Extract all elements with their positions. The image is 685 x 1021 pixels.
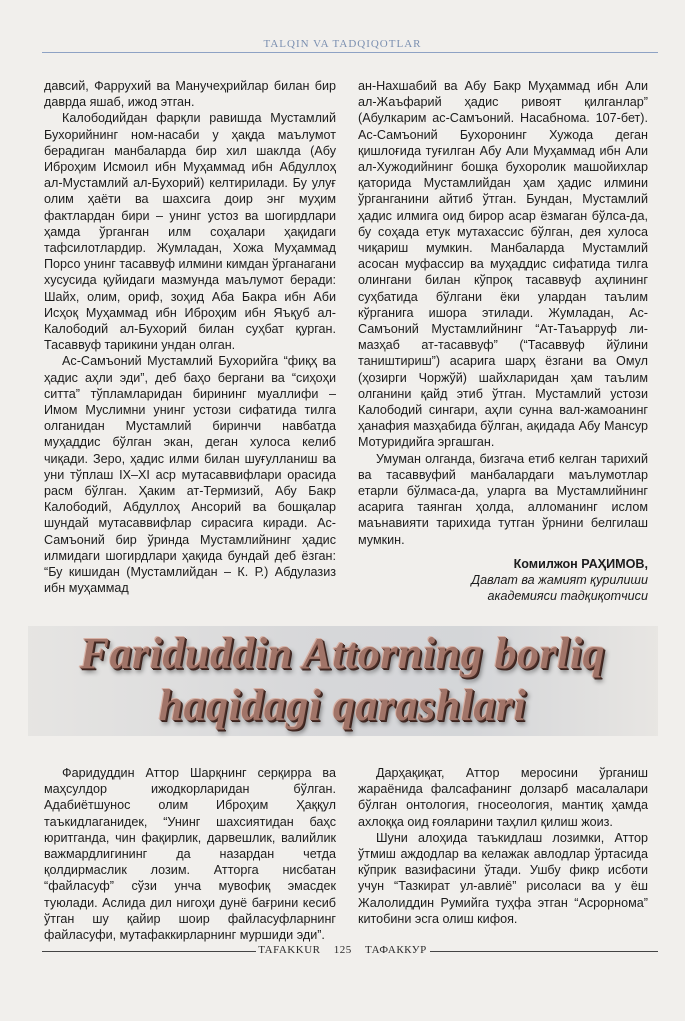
page-number: 125: [333, 944, 352, 956]
article-column-bottom-right: [358, 765, 648, 927]
author-affiliation-line: академияси тадқиқотчиси: [487, 589, 648, 604]
author-name: Комилжон РАҲИМОВ,: [513, 556, 648, 571]
paragraph: ан-Нахшабий ва Абу Бакр Муҳаммад ибн Али ал-Жаъфарий ҳадис ривоят қилганлар” (Абулкарим ас-Самъоний. Насабнома. 107-бет). Ас-Самъоний Бухоронинг Хужода деган қишлоғида туғилган Абу Али Муҳаммад ибн Али ал-Хужодийнинг бошқа бухоролик машойихлар қаторида Мустамлийдан ҳам ҳадис илмини ўрганганини айтиб ўтган. Бундан, Мустамлий ҳадис илмига оид бирор асар ёзмаган бўлса-да, бу соҳада етук мутахассис бўлган, дея хулоса чиқариш мумкин. Манбаларда Мустамлий асосан муфассир ва муҳаддис сифатида тилга олингани билан кўпроқ тасаввуф аҳлининг суҳбатида бўлгани ёки улардан таълим кўрганига ишора этилади. Жумладан, Ас-Самъоний Мустамлийнинг “Ат-Таъарруф ли-мазҳаб ат-тасаввуф” (“Тасаввуф йўлини таништириш”) асарига шарҳ ёзгани ва Омул (ҳозирги Чоржўй) шайхларидан ҳам таълим олганини қайд этиб ўтган. Мустамлий устози Калободий сингари, аҳли сунна вал-жамоанинг ҳанафия мазҳабида бўлган, ақидада Абу Мансур Мотуридийга эргашган.: [358, 79, 648, 450]
paragraph: давсий, Фаррухий ва Манучеҳрийлар билан бир даврда яшаб, ижод этган.: [44, 79, 336, 110]
footer-magazine-name-cyrillic: ТАФАККУР: [364, 944, 427, 956]
paragraph: Дарҳақиқат, Аттор меросини ўрганиш жараёнида фалсафанинг долзарб масалалари бўлган онтология, гносеология, мантиқ ҳамда ахлоққа оид ғояларини таҳлил қилиш жоиз.: [358, 766, 648, 829]
header-rule: [42, 52, 658, 53]
paragraph: Умуман олганда, бизгача етиб келган тарихий ва тасаввуфий манбалардаги маълумотлар етарли бўлмаса-да, уларга ва Мустамлийнинг асарига таянган ҳолда, алломанинг ислом маънавияти тарихида тутган ўрнини белгилаш мумкин.: [358, 451, 648, 547]
author-affiliation-line: Давлат ва жамият қурилиши: [471, 573, 648, 588]
paragraph: Ас-Самъоний Мустамлий Бухорийга “фиқҳ ва ҳадис аҳли эди”, деб баҳо бергани ва “сиҳоҳи ситта” тўпламларидан бирининг муаллифи – Имом Муслимни унинг устози сифатида тилга олганидан Мустамлий биринчи навбатда муҳаддис бўлган экан, деган хулоса келиб чиқади. Зеро, ҳадис илми билан шуғулланиш ва уни тўплаш IX–XI аср мутасаввифлари орасида расм бўлган. Ҳаким ат-Термизий, Абу Бакр Калободий, Абдуллоҳ Ансорий ва бошқалар шундай мутасаввифлар сирасига киради. Ас-Самъоний бир ўринда Мустамлийнинг ҳадис илмидаги шогирдлари ҳақида бундай деб ёзган: “Бу кишидан (Мустамлийдан – К. Р.) Абдулазиз ибн муҳаммад: [44, 354, 336, 596]
paragraph: Фаридуддин Аттор Шарқнинг серқирра ва маҳсулдор ижодкорларидан бўлган. Адабиётшунос олим Иброҳим Ҳаққул таъкидлаганидек, “Унинг шахсиятидан баҳс юритганда, чин фақирлик, дарвешлик, валийлик важмардлигининг да назардан четда қолдирмаслик лозим. Атторга нисбатан “файласуф” сўзи унча мувофиқ эмасдек туюлади. Аслида дил нигоҳи дунё бағрини кесиб ўтган шу қайир шоир файласуфларнинг файласуфи, мутафаккирларнинг муршиди эди”.: [44, 766, 336, 943]
article-title-line: haqidagi qarashlari: [158, 681, 527, 730]
footer-magazine-name-latin: TAFAKKUR: [258, 944, 321, 956]
running-head: TALQIN VA TADQIQOTLAR: [263, 38, 422, 50]
article-column-top-right: [358, 78, 648, 605]
paragraph: Калободийдан фарқли равишда Мустамлий Бухорийнинг ном-насаби у ҳақда маълумот берадиган манбаларда бир хил шаклда (Абу Иброҳим Исмоил ибн Муҳаммад ибн Абдуллоҳ ал-Мустамлий ал-Бухорий) келтирилади. Бу улуғ олим ҳаёти ва шахсига доир энг муҳим фактлардан бири – унинг устоз ва шогирдлари ҳамда ўрганган илм соҳалари ҳақидаги тафсилотлардир. Жумладан, Хожа Муҳаммад Порсо унинг тасаввуф илмини кимдан ўрганагани хусусида қуйидаги мазмунда маълумот беради: Шайх, олим, ориф, зоҳид Аба Бакра ибн Аби Исҳоқ Муҳаммад ибн Иброҳим ибн Яъқуб ал-Калободий ал-Бухорий билан суҳбат қурган. Тасаввуф тарикини ундан олган.: [44, 111, 336, 353]
page-footer: [0, 944, 685, 956]
article-title-banner: [0, 626, 685, 736]
article-column-bottom-left: [44, 765, 336, 943]
paragraph: Шуни алоҳида таъкидлаш лозимки, Аттор ўтмиш аждодлар ва келажак авлодлар ўртасида кўприк вазифасини ўтади. Ушбу фикр исботи учун “Тазкират ул-авлиё” рисоласи ва у ёш Жалолиддин Румийга туҳфа этган “Асрорнома” китобини эсга олиш кифоя.: [358, 830, 648, 926]
article-title-line: Fariduddin Attorning borliq: [79, 629, 606, 678]
article-column-top-left: [44, 78, 336, 597]
